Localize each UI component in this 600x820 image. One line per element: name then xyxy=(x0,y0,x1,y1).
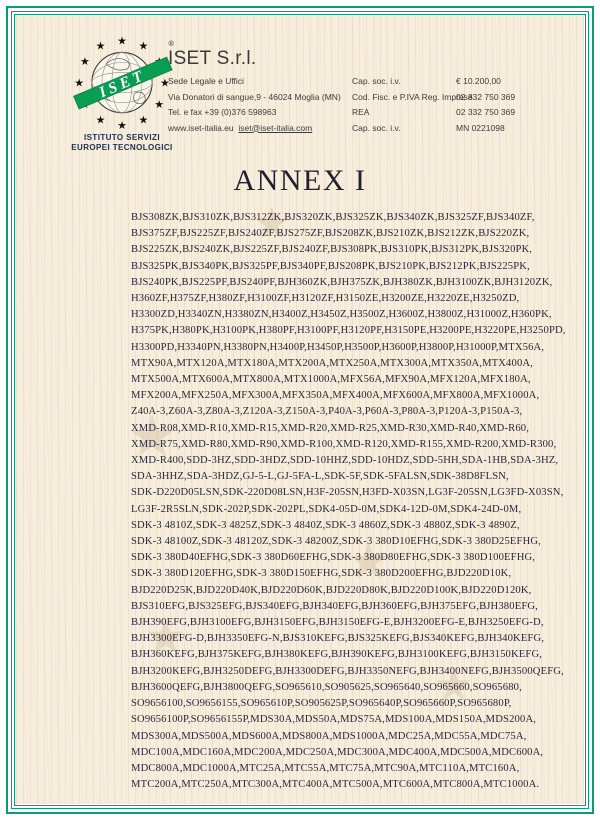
email-link[interactable]: iset@iset-italia.com xyxy=(238,122,313,133)
registry-value-1: € 10.200,00 xyxy=(456,76,501,86)
code-line: MTX500A,MTX600A,MTX800A,MTX1000A,MFX56A,MFX90A,MFX120A,MFX180A, xyxy=(131,374,531,386)
code-line: H3300PD,H3340PN,H3380PN,H3400P,H3450P,H3500P,H3600P,H3800P,H31000P,MTX56A, xyxy=(131,341,545,353)
code-line: SO9656100,SO9656155,SO965610P,SO905625P,SO965640P,SO965660P,SO965680P, xyxy=(131,698,512,710)
org-name-line2: EUROPEI TECNOLOGICI xyxy=(71,142,173,152)
code-line: MDC100A,MDC160A,MDC200A,MDC250A,MDC300A,MDC400A,MDC500A,MDC600A, xyxy=(131,746,544,758)
code-line: BJS375ZF,BJS225ZF,BJS240ZF,BJS275ZF,BJS208ZK,BJS210ZK,BJS212ZK,BJS220ZK, xyxy=(131,228,530,240)
company-name: ISET S.r.l. xyxy=(168,48,257,69)
registry-label-4: Cap. soc. i.v. xyxy=(352,122,401,133)
code-line: BJS308ZK,BJS310ZK,BJS312ZK,BJS320ZK,BJS325ZK,BJS340ZK,BJS325ZF,BJS340ZF, xyxy=(131,212,535,223)
code-line: BJD220D25K,BJD220D40K,BJD220D60K,BJD220D80K,BJD220D100K,BJD220D120K, xyxy=(131,584,532,596)
code-line: BJH360KEFG,BJH375KEFG,BJH380KEFG,BJH390KEFG,BJH3100KEFG,BJH3150KEFG, xyxy=(131,649,543,661)
code-line: H375PK,H380PK,H3100PK,H380PF,H3100PF,H3120PF,H3150PE,H3200PE,H3220PE,H3250PD, xyxy=(131,325,566,337)
code-line: MTC200A,MTC250A,MTC300A,MTC400A,MTC500A,MTC600A,MTC800A,MTC1000A. xyxy=(131,779,540,791)
registry-label-3: REA xyxy=(352,107,370,117)
code-line: Z40A-3,Z60A-3,Z80A-3,Z120A-3,Z150A-3,P40A-3,P60A-3,P80A-3,P120A-3,P150A-3, xyxy=(131,406,523,418)
registry-value-2: 02 332 750 369 xyxy=(456,91,516,102)
svg-text:★: ★ xyxy=(79,55,90,69)
code-line: BJS225ZK,BJS240ZK,BJS225ZF,BJS240ZF,BJS308PK,BJS310PK,BJS312PK,BJS320PK, xyxy=(131,244,533,256)
code-line: MTX90A,MTX120A,MTX180A,MTX200A,MTX250A,MTX300A,MTX350A,MTX400A, xyxy=(131,357,533,369)
svg-text:★: ★ xyxy=(159,76,170,90)
code-line: BJH390EFG,BJH3100EFG,BJH3150EFG,BJH3150EFG-E,BJH3200EFG-E,BJH3250EFG-D, xyxy=(131,617,544,629)
code-line: SDK-D220D05LSN,SDK-220D08LSN,H3F-205SN,H3FD-X03SN,LG3F-205SN,LG3FD-X03SN, xyxy=(131,487,564,499)
code-line: BJH3300EFG-D,BJH3350EFG-N,BJS310KEFG,BJS325KEFG,BJS340KEFG,BJH340KEFG, xyxy=(131,633,545,645)
product-code-list xyxy=(131,210,566,793)
svg-text:★: ★ xyxy=(95,39,106,53)
registry-label-2: Cod. Fisc. e P.IVA Reg. Imprese xyxy=(352,91,473,102)
address-line-1: Sede Legale e Uffici xyxy=(168,76,244,86)
svg-text:★: ★ xyxy=(138,113,149,127)
logo-banner-text: ISET xyxy=(96,66,149,102)
org-name xyxy=(52,133,192,152)
svg-text:★: ★ xyxy=(117,36,127,48)
address-line-2: Via Donatori di sangue,9 - 46024 Moglia (MN) xyxy=(168,91,341,102)
website-text: www.iset-italia.eu xyxy=(168,122,234,133)
web-email-line xyxy=(168,123,312,133)
registry-value-4: MN 0221098 xyxy=(456,122,505,133)
code-line: H3300ZD,H3340ZN,H3380ZN,H3400Z,H3450Z,H3500Z,H3600Z,H3800Z,H31000Z,H360PK, xyxy=(131,309,552,321)
code-line: SDK-3 380D120EFHG,SDK-3 380D150EFHG,SDK-3 380D200EFHG,BJD220D10K, xyxy=(131,568,512,580)
code-line: BJH3600QEFG,BJH3800QEFG,SO965610,SO905625,SO965640,SO965660,SO965680, xyxy=(131,681,522,693)
code-line: XMD-R400,SDD-3HZ,SDD-3HDZ,SDD-10HHZ,SDD-10HDZ,SDD-5HH,SDA-1HB,SDA-3HZ, xyxy=(131,455,559,467)
code-line: XMD-R08,XMD-R10,XMD-R15,XMD-R20,XMD-R25,XMD-R30,XMD-R40,XMD-R60, xyxy=(131,422,530,434)
watermark-star-icon: ★ xyxy=(346,533,391,589)
watermark-star-icon: ★ xyxy=(252,199,292,248)
iset-globe-logo-icon xyxy=(70,36,174,131)
svg-text:★: ★ xyxy=(154,98,165,112)
code-line: SDK-3 4810Z,SDK-3 4825Z,SDK-3 4840Z,SDK-3 4860Z,SDK-3 4880Z,SDK-3 4890Z, xyxy=(131,519,520,531)
code-line: LG3F-2R5SLN,SDK-202P,SDK-202PL,SDK4-05D-0M,SDK4-12D-0M,SDK4-24D-0M, xyxy=(131,503,522,515)
svg-text:★: ★ xyxy=(138,39,149,53)
watermark-star-icon: ★ xyxy=(434,661,474,710)
code-line: BJH3200KEFG,BJH3250DEFG,BJH3300DEFG,BJH3350NEFG,BJH3400NEFG,BJH3500QEFG, xyxy=(131,665,564,677)
registry-value-3: 02 332 750 369 xyxy=(456,107,516,117)
address-line-3: Tel. e fax +39 (0)376 598963 xyxy=(168,107,277,117)
registry-label-1: Cap. soc. i.v. xyxy=(352,76,401,86)
watermark-star-icon: ★ xyxy=(144,611,188,664)
code-line: BJS310EFG,BJS325EFG,BJS340EFG,BJH340EFG,BJH360EFG,BJH375EFG,BJH380EFG, xyxy=(131,600,538,612)
code-line: SDK-3 48100Z,SDK-3 48120Z,SDK-3 48200Z,SDK-3 380D10EFHG,SDK-3 380D25EFHG, xyxy=(131,536,541,548)
code-line: MDC800A,MDC1000A,MTC25A,MTC55A,MTC75A,MTC90A,MTC110A,MTC160A, xyxy=(131,762,520,774)
code-line: XMD-R75,XMD-R80,XMD-R90,XMD-R100,XMD-R120,XMD-R155,XMD-R200,XMD-R300, xyxy=(131,438,557,450)
code-line: MFX200A,MFX250A,MFX300A,MFX350A,MFX400A,MFX600A,MFX800A,MFX1000A, xyxy=(131,390,540,402)
page-content xyxy=(16,16,584,804)
code-line: BJS240PK,BJS225PF,BJS240PF,BJH360ZK,BJH375ZK,BJH380ZK,BJH3100ZK,BJH3120ZK, xyxy=(131,276,553,288)
watermark-star-icon: ★ xyxy=(126,404,178,469)
code-line: SO9656100P,SO9656155P,MDS30A,MDS50A,MDS75A,MDS100A,MDS150A,MDS200A, xyxy=(131,714,537,726)
svg-text:★: ★ xyxy=(74,76,85,90)
code-line: H360ZF,H375ZF,H380ZF,H3100ZF,H3120ZF,H3150ZE,H3200ZE,H3220ZE,H3250ZD, xyxy=(131,293,520,305)
code-line: MDS300A,MDS500A,MDS600A,MDS800A,MDS1000A,MDC25A,MDC55A,MDC75A, xyxy=(131,730,527,742)
annex-title: ANNEX I xyxy=(233,164,367,197)
svg-text:★: ★ xyxy=(117,119,127,131)
code-line: BJS325PK,BJS340PK,BJS325PF,BJS340PF,BJS208PK,BJS210PK,BJS212PK,BJS225PK, xyxy=(131,260,530,272)
registered-mark: ® xyxy=(168,39,174,49)
code-line: SDA-3HHZ,SDA-3HDZ,GJ-5-L,GJ-5FA-L,SDK-5F,SDK-5FALSN,SDK-38D8FLSN, xyxy=(131,471,509,483)
code-line: SDK-3 380D40EFHG,SDK-3 380D60EFHG,SDK-3 380D80EFHG,SDK-3 380D100EFHG, xyxy=(131,552,536,564)
svg-text:★: ★ xyxy=(95,113,106,127)
org-name-line1: ISTITUTO SERVIZI xyxy=(84,133,160,142)
